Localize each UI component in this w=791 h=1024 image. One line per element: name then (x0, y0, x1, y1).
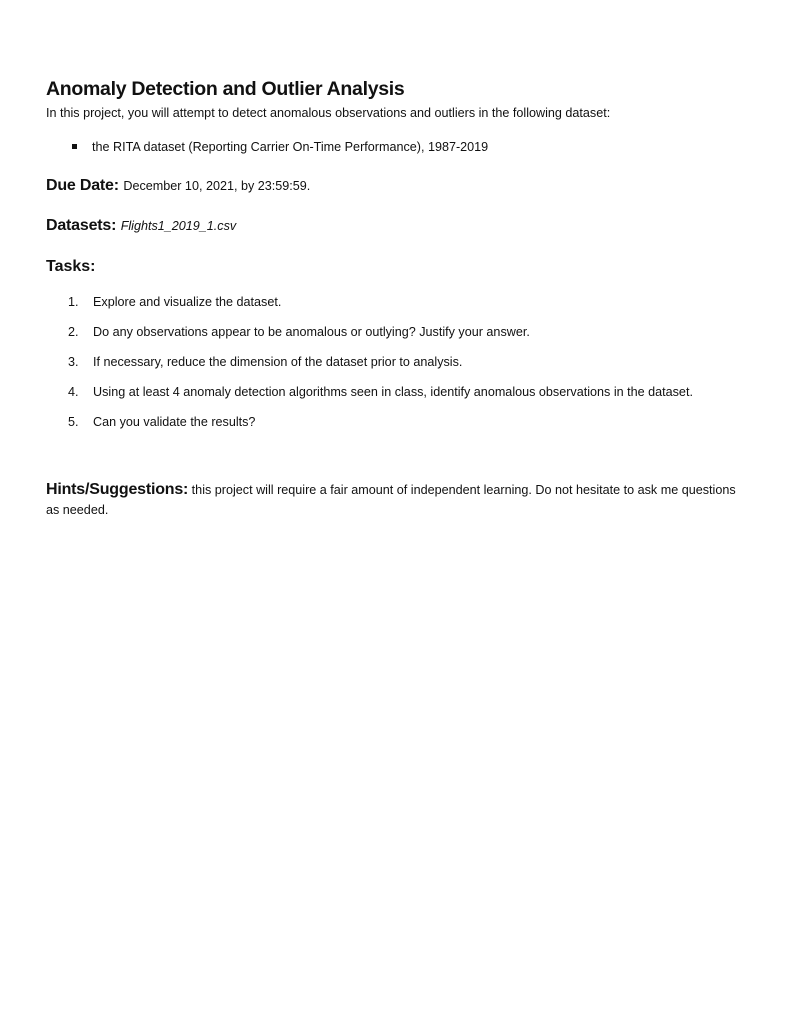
list-item-text: the RITA dataset (Reporting Carrier On-Time Performance), 1987-2019 (92, 140, 489, 154)
due-date-value: December 10, 2021, by 23:59:59. (123, 179, 311, 193)
task-text: Do any observations appear to be anomalous or outlying? Justify your answer. (93, 325, 530, 339)
task-item (68, 383, 746, 401)
task-text: If necessary, reduce the dimension of the dataset prior to analysis. (93, 355, 463, 369)
task-item (68, 293, 746, 311)
task-number: 3. (68, 355, 79, 369)
hints-label: Hints/Suggestions: (46, 481, 189, 498)
task-number: 4. (68, 385, 79, 399)
task-text: Using at least 4 anomaly detection algorithms seen in class, identify anomalous observations in the dataset. (93, 385, 693, 399)
task-text: Explore and visualize the dataset. (93, 295, 282, 309)
hints-text: this project will require a fair amount of independent learning. Do not hesitate to ask me questions as needed. (46, 483, 736, 517)
tasks-list (68, 293, 746, 443)
intro-paragraph: In this project, you will attempt to detect anomalous observations and outliers in the following dataset: (46, 106, 611, 120)
datasets-label: Datasets: (46, 217, 117, 234)
list-item (70, 140, 488, 154)
square-bullet-icon (72, 144, 77, 149)
due-date-label: Due Date: (46, 177, 119, 194)
task-text: Can you validate the results? (93, 415, 256, 429)
task-item (68, 413, 746, 431)
task-number: 5. (68, 415, 79, 429)
task-item (68, 353, 746, 371)
hints-paragraph (46, 480, 746, 520)
task-number: 2. (68, 325, 79, 339)
due-date-line (46, 177, 310, 195)
task-item (68, 323, 746, 341)
page-title: Anomaly Detection and Outlier Analysis (46, 78, 405, 100)
dataset-bullet-list (70, 140, 488, 154)
datasets-line (46, 217, 236, 235)
task-number: 1. (68, 295, 79, 309)
tasks-heading: Tasks: (46, 258, 96, 275)
datasets-value: Flights1_2019_1.csv (120, 219, 237, 233)
